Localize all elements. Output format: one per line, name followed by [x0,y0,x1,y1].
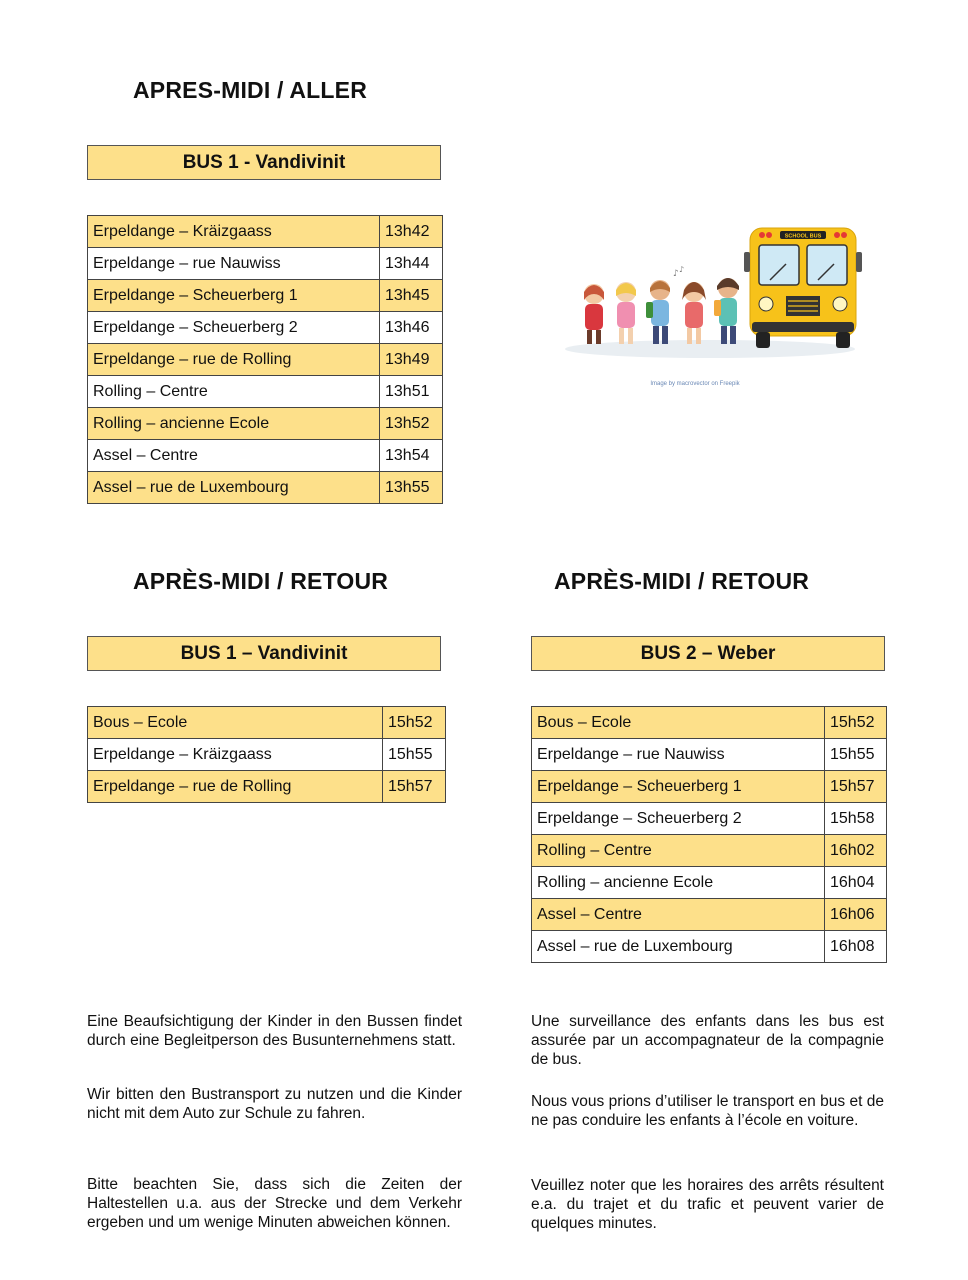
stop-name: Rolling – Centre [532,835,825,867]
table-row [532,835,887,867]
section-heading-aller: APRES-MIDI / ALLER [133,77,368,103]
child-figure-1 [584,284,604,344]
stop-name: Erpeldange – Scheuerberg 1 [88,280,380,312]
departure-time: 15h52 [825,707,887,739]
departure-time: 13h55 [380,472,443,504]
table-row [532,899,887,931]
section-heading-retour-bus1: APRÈS-MIDI / RETOUR [133,568,389,594]
table-row [532,931,887,963]
note-fr-supervision: Une surveillance des enfants dans les bus est assurée par un accompagnateur de la compagnie de bus. [531,1013,884,1068]
departure-time: 15h57 [825,771,887,803]
stop-name: Rolling – ancienne Ecole [532,867,825,899]
image-credit: Image by macrovector on Freepik [650,381,740,387]
bus-icon [744,228,862,348]
svg-text:♪: ♪ [679,265,685,274]
table-row [532,707,887,739]
stop-name: Assel – Centre [88,440,380,472]
stop-name: Rolling – Centre [88,376,380,408]
stop-name: Bous – Ecole [88,707,383,739]
note-de-bus-request: Wir bitten den Bustransport zu nutzen und die Kinder nicht mit dem Auto zur Schule zu fahren. [87,1086,462,1122]
departure-time: 13h51 [380,376,443,408]
departure-time: 15h55 [383,739,446,771]
departure-time: 13h54 [380,440,443,472]
schedule-table-aller [87,215,443,504]
stop-name: Erpeldange – Scheuerberg 2 [532,803,825,835]
child-figure-5 [714,278,739,344]
stop-name: Erpeldange – rue de Rolling [88,344,380,376]
stop-name: Erpeldange – Kräizgaass [88,739,383,771]
child-figure-3 [646,280,670,344]
schedule-table-retour-bus1 [87,706,446,803]
table-row [88,280,443,312]
table-row [88,771,446,803]
table-row [88,216,443,248]
bus-title-bus1-aller: BUS 1 - Vandivinit [87,145,441,180]
stop-name: Assel – rue de Luxembourg [532,931,825,963]
table-row [88,408,443,440]
table-row [88,440,443,472]
table-row [88,739,446,771]
stop-name: Erpeldange – Scheuerberg 2 [88,312,380,344]
bus-title-bus2-retour: BUS 2 – Weber [531,636,885,671]
table-row [532,867,887,899]
departure-time: 16h02 [825,835,887,867]
departure-time: 13h46 [380,312,443,344]
departure-time: 15h57 [383,771,446,803]
table-row [88,344,443,376]
departure-time: 16h06 [825,899,887,931]
departure-time: 13h44 [380,248,443,280]
child-figure-2 [616,282,636,344]
stop-name: Erpeldange – rue Nauwiss [88,248,380,280]
stop-name: Assel – Centre [532,899,825,931]
note-fr-bus-request: Nous vous prions d’utiliser le transport en bus et de ne pas conduire les enfants à l’école en voiture. [531,1093,884,1129]
stop-name: Erpeldange – Kräizgaass [88,216,380,248]
table-row [532,803,887,835]
note-de-supervision: Eine Beaufsichtigung der Kinder in den Bussen findet durch eine Begleitperson des Busunternehmens statt. [87,1013,462,1049]
table-row [88,376,443,408]
note-fr-times: Veuillez noter que les horaires des arrêts résultent e.a. du trajet et du trafic et peuvent varier de quelques minutes. [531,1177,884,1232]
svg-text:SCHOOL BUS: SCHOOL BUS [784,233,822,240]
departure-time: 15h55 [825,739,887,771]
stop-name: Erpeldange – rue Nauwiss [532,739,825,771]
table-row [532,739,887,771]
departure-time: 13h45 [380,280,443,312]
departure-time: 13h49 [380,344,443,376]
stop-name: Erpeldange – Scheuerberg 1 [532,771,825,803]
table-row [88,472,443,504]
bus-title-bus1-retour: BUS 1 – Vandivinit [87,636,441,671]
departure-time: 13h42 [380,216,443,248]
stop-name: Rolling – ancienne Ecole [88,408,380,440]
section-heading-retour-bus2: APRÈS-MIDI / RETOUR [554,568,810,594]
school-bus-illustration [560,218,870,393]
table-row [532,771,887,803]
note-de-times: Bitte beachten Sie, dass sich die Zeiten der Haltestellen u.a. aus der Strecke und dem Verkehr ergeben und um wenige Minuten abweichen können. [87,1176,462,1231]
stop-name: Bous – Ecole [532,707,825,739]
stop-name: Assel – rue de Luxembourg [88,472,380,504]
departure-time: 15h52 [383,707,446,739]
departure-time: 16h04 [825,867,887,899]
schedule-table-retour-bus2 [531,706,887,963]
departure-time: 16h08 [825,931,887,963]
table-row [88,707,446,739]
departure-time: 15h58 [825,803,887,835]
svg-text:♪: ♪ [673,269,679,279]
stop-name: Erpeldange – rue de Rolling [88,771,383,803]
departure-time: 13h52 [380,408,443,440]
table-row [88,312,443,344]
table-row [88,248,443,280]
child-figure-4 [682,282,706,344]
